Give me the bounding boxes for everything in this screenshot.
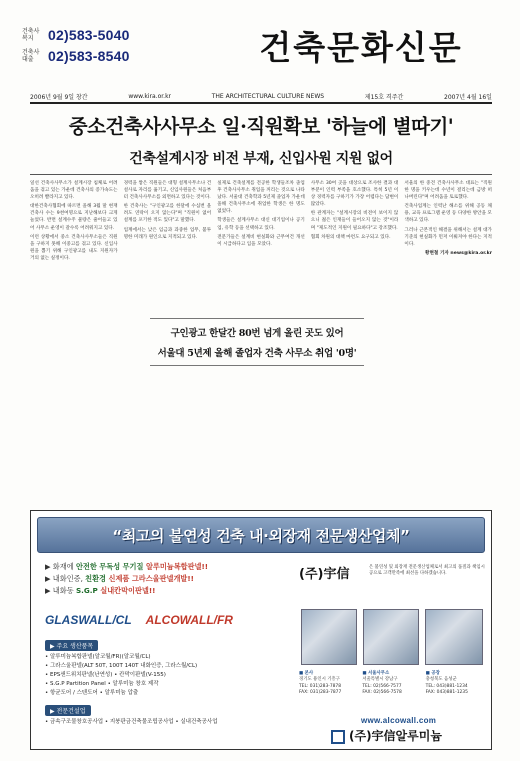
article-paragraph: 사무소 30여 곳을 대상으로 조사한 결과 대부분이 인력 부족을 호소했다. 특히 5년 이상 경력자를 구하기가 가장 어렵다는 답변이 많았다. <box>310 181 399 208</box>
product-photo <box>425 609 483 665</box>
paper-english-name: THE ARCHITECTURAL CULTURE NEWS <box>211 92 325 100</box>
article-paragraph: 일선 건축사사무소가 설계시장 침체로 어려움을 겪고 있는 가운데 건축사의 증가속도는 오히려 빨라지고 있다. <box>30 181 118 201</box>
issue-date: 2007년 4월 16일 <box>444 93 492 101</box>
headline: 중소건축사사무소 일·직원확보 '하늘에 별따기' <box>68 115 454 138</box>
address-block <box>299 671 485 697</box>
address-factory: ■ 공장 충청북도 음성군 TEL: 043)881-1234 FAX: 043)881-1235 <box>425 671 468 696</box>
product-item: • 알루미늄복합판넬(알코월/FR)(알코월/CL) <box>45 654 151 660</box>
pullquote <box>150 318 364 366</box>
article-paragraph: 전문가들은 설계비 현실화와 근무여건 개선이 시급하다고 입을 모았다. <box>217 234 305 247</box>
article-paragraph: 협회 차원의 대책 마련도 요구되고 있다. <box>310 234 391 240</box>
company-name: (주)宇信 <box>299 567 350 582</box>
address-hq: ■ 본사 경기도 용인시 기흥구 TEL: 031)283-7878 FAX: 031)283-7877 <box>299 671 342 696</box>
contact-number[interactable]: 02)583-5040 <box>48 26 130 43</box>
paper-name: 건축문화신문 <box>259 27 463 67</box>
brand-strip <box>45 611 295 629</box>
contact-box <box>22 24 132 66</box>
site-link[interactable]: www.kira.or.kr <box>128 92 172 100</box>
ad-bullets <box>45 561 295 597</box>
brand-alcowall: ALCOWALL/FR <box>145 613 233 627</box>
article-paragraph: 대한건축사협회에 따르면 올해 3월 말 현재 건축사 수는 9천여명으로 지난해보다 크게 늘었다. 반면 설계수주 물량은 줄어들고 있어 사무소 운영이 갈수록 어려워지고 있다. <box>30 204 118 231</box>
address-seoul: ■ 서울사무소 서울특별시 강남구 TEL: 02)566-7577 FAX: 02)566-7578 <box>362 671 402 696</box>
article-column <box>30 180 118 500</box>
product-item: • 그라스울판넬(ALT 50T, 100T 140T 내화인증, 그라스월/CL) <box>45 663 198 669</box>
product-item: • EPS샌드위치판넬(난연성) • 칸막이판넬(V-155) <box>45 672 166 678</box>
pullquote-line-1: 구인광고 한달간 80번 넘게 올린 곳도 있어 <box>170 328 344 339</box>
article-paragraph: 실제로 건축설계를 전공한 학생들조차 졸업 후 건축사사무소 취업을 꺼리는 것으로 나타났다. 서울대 건축학과 5년제 졸업자 가운데 올해 건축사무소에 취업한 학생은 한 명도 없었다. <box>217 181 305 215</box>
ad-website-link[interactable]: www.alcowall.com <box>361 716 437 725</box>
divider <box>30 174 492 175</box>
subheadline: 건축설계시장 비전 부재, 신입사원 지원 없어 <box>129 151 393 167</box>
product-photo <box>363 609 419 665</box>
contact-label: 건축사 복지 <box>22 27 40 42</box>
works-title: ▶ 전문건설업 <box>45 705 91 716</box>
company-description: 은 불연성 및 외장재 전문생산업체로서 최고의 품질과 책임시공으로 고객만족에 최선을 다하겠습니다. <box>369 565 485 576</box>
article-paragraph: 한 건축사는 "구인광고를 한달에 수십번 올려도 연락이 오지 않는다"며 "직원이 없어 설계를 포기한 적도 있다"고 말했다. <box>123 204 212 224</box>
company-logo-icon <box>331 730 345 744</box>
ad-footer <box>331 727 442 744</box>
article-paragraph: 업계에서는 낮은 임금과 과중한 업무, 불투명한 미래가 원인으로 지적되고 있다. <box>123 227 212 240</box>
ad-banner <box>37 517 485 553</box>
article-paragraph: 그러나 근본적인 해결을 위해서는 설계 대가 기준의 현실화가 먼저 이뤄져야 한다는 지적이다. <box>404 227 492 247</box>
article-paragraph: 건축사업계는 인력난 해소를 위해 공동 채용, 교육 프로그램 운영 등 다양한 방안을 모색하고 있다. <box>404 204 492 224</box>
article-column <box>404 180 492 500</box>
article-paragraph: 한 관계자는 "설계시장의 비전이 보이지 않으니 젊은 인재들이 들어오지 않는 것"이라며 "제도적인 지원이 필요하다"고 강조했다. <box>310 211 399 231</box>
issue-number: 제15호 격주간 <box>364 93 404 101</box>
ad-banner-text: “최고의 불연성 건축 내·외장재 전문생산업체” <box>112 526 410 545</box>
product-item: • S.G.P Partition Panel • 알루미늄 창호 제작 <box>45 681 159 687</box>
article-paragraph: 경력을 쌓은 직원들은 대형 설계사무소나 건설사로 자리를 옮기고, 신입사원들은 처음부터 건축사사무소를 외면하고 있다는 것이다. <box>123 181 212 201</box>
founded-date: 2006년 9월 9일 창간 <box>30 93 88 101</box>
article-paragraph: 서울의 한 중견 건축사사무소 대표는 "직원 한 명을 키우는데 수년이 걸리는데 금방 떠나버린다"며 어려움을 토로했다. <box>404 181 492 201</box>
product-item: • 항균도어 / 스텐도어 • 알루미늄 압출 <box>45 690 139 696</box>
works-list: • 금속구조물창호공사업 • 지붕판금건축물조립공사업 • 실내건축공사업 <box>45 719 218 725</box>
ad-bullet: ▶ 내화인증, 친환경 신제품 그라스울판넬개발!! <box>45 574 194 583</box>
ad-footer-name: (주)宇信알루미늄 <box>349 729 442 743</box>
products-title: ▶ 주요 생산품목 <box>45 640 98 651</box>
masthead-title <box>226 22 496 68</box>
contact-label: 건축사 대출 <box>22 48 40 63</box>
contact-number[interactable]: 02)583-8540 <box>48 47 130 64</box>
brand-glaswall: GLASWALL/CL <box>45 613 132 627</box>
pullquote-line-2: 서울대 5년제 올해 졸업자 건축 사무소 취업 '0명' <box>157 348 357 359</box>
ad-bullet: ▶ 화재에 안전한 무독성 무기질 알루미늄복합판넬!! <box>45 562 209 571</box>
article-paragraph: 이런 상황에서 중소 건축사사무소들은 직원을 구하지 못해 이중고를 겪고 있다. 신입사원을 뽑기 위해 구인광고를 내도 지원자가 거의 없는 실정이다. <box>30 234 118 261</box>
ad-company-logo <box>299 563 485 603</box>
advertisement[interactable] <box>30 510 492 750</box>
byline: 황현철 기자 news@kira.or.kr <box>425 250 492 256</box>
contact-loan <box>22 45 132 66</box>
ad-bullet: ▶ 내화동 S.G.P 실내칸막이판넬!! <box>45 586 156 595</box>
contact-welfare <box>22 24 132 45</box>
products-section <box>45 633 289 727</box>
dateline <box>30 90 492 104</box>
product-photo <box>301 609 357 665</box>
article-paragraph: 학생들은 설계사무소 대신 대기업이나 공기업, 유학 등을 선택하고 있다. <box>217 218 305 231</box>
